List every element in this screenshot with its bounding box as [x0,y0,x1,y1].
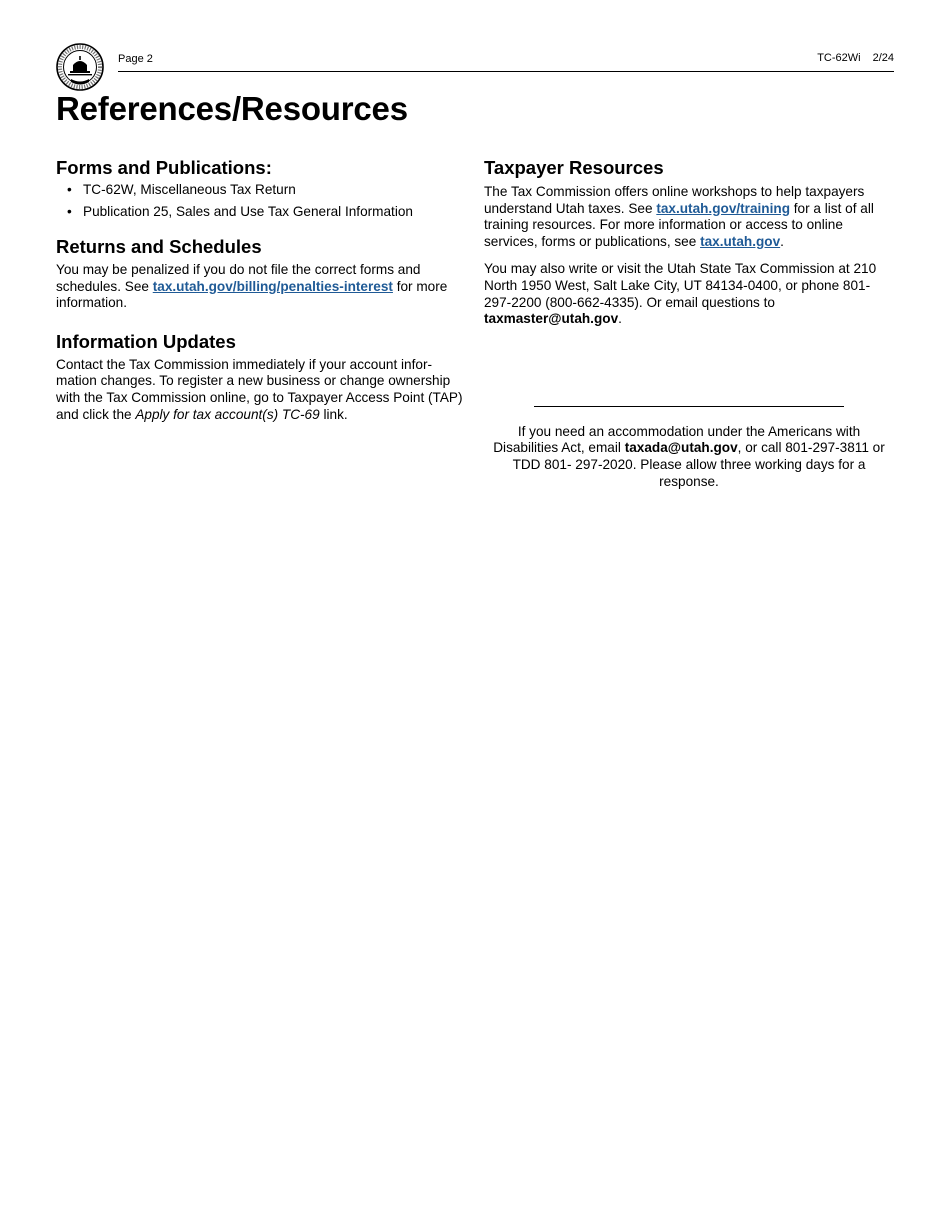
tax-utah-gov-link[interactable]: tax.utah.gov [700,233,781,249]
information-updates-text: Contact the Tax Commission immediately if your account infor-mation changes. To register a new business or change ownership with the Tax Commission online, go to Taxpayer Access Point (TAP) and click the Apply for tax account(s) TC-69 link. [56,356,463,422]
accommodation-text: If you need an accommodation under the Americans with Disabilities Act, email taxada@utah.gov, or call 801-297-3811 or TDD 801- 297-2020. Please allow three working days for a response. [493,423,885,489]
workshops-text: The Tax Commission offers online workshops to help taxpayers understand Utah taxes. See tax.utah.gov/training for a list of all training resources. For more information or access to online services, forms or publications, see tax.utah.gov. [484,184,874,249]
forms-publications-section [56,157,466,223]
left-column [56,157,466,423]
training-link[interactable]: tax.utah.gov/training [656,200,790,216]
page-title: References/Resources [56,90,408,127]
right-column [484,157,894,490]
taxada-email: taxada@utah.gov [624,440,738,456]
information-updates-heading: Information Updates [56,330,236,352]
list-item: • TC-62W, Miscellaneous Tax Return [56,179,466,201]
penalties-interest-link[interactable]: tax.utah.gov/billing/penalties-interest [152,278,393,294]
returns-schedules-heading: Returns and Schedules [56,236,262,257]
contact-text: You may also write or visit the Utah State Tax Commission at 210 North 1950 West, Salt Lake City, UT 84134-0400, or phone 801-297-2200 (800-662-4335). Or email questions to taxmaster@utah.gov. [484,261,877,327]
header-divider [118,71,894,72]
information-updates-section [56,331,466,423]
form-identifier [817,52,894,64]
forms-publications-list [56,179,466,223]
utah-tax-commission-seal-icon [56,43,104,91]
tc69-reference: Apply for tax account(s) TC-69 [135,406,320,422]
taxmaster-email: taxmaster@utah.gov [484,311,619,327]
form-revision: 2/24 [872,52,894,64]
list-item: • Publication 25, Sales and Use Tax General Information [56,201,466,223]
returns-schedules-section [56,236,466,312]
page-number: Page 2 [118,53,153,65]
taxpayer-resources-section [484,157,894,328]
taxpayer-resources-heading: Taxpayer Resources [484,157,664,178]
accommodation-divider [534,406,844,407]
returns-schedules-text: You may be penalized if you do not file the correct forms and schedules. See tax.utah.gov/billing/penalties-interest for more information. [56,262,448,311]
forms-publications-heading: Forms and Publications: [56,157,272,178]
form-id: TC-62Wi [817,52,861,64]
